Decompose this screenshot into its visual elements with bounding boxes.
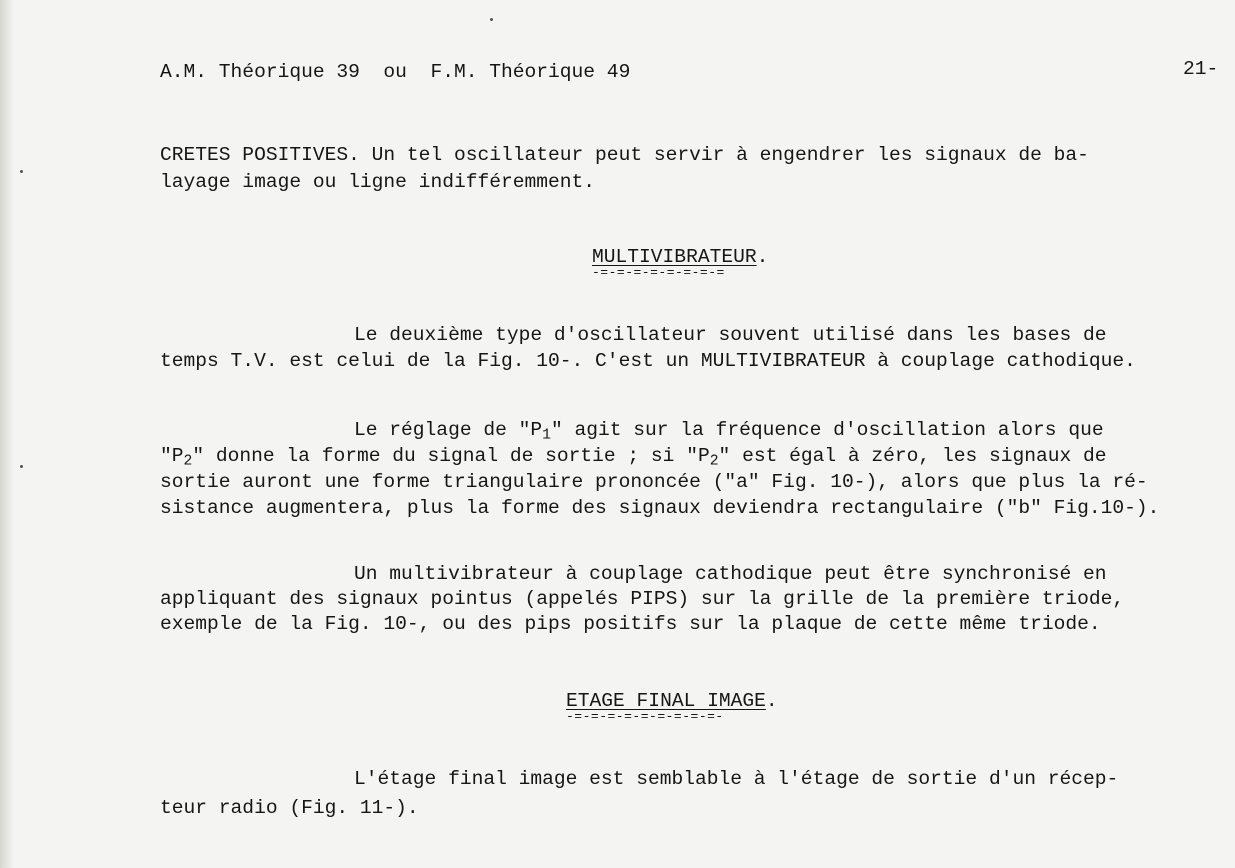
paragraph-line: sortie auront une forme triangulaire prononcée ("a" Fig. 10-), alors que plus la ré-	[160, 471, 1148, 493]
page-edge-shadow	[0, 0, 14, 868]
page-number: 21-	[1183, 58, 1219, 80]
paragraph-line: Un multivibrateur à couplage cathodique peut être synchronisé en	[354, 563, 1107, 585]
title-dash-underline: -=-=-=-=-=-=-=-=-=-	[566, 709, 724, 724]
paragraph-line: teur radio (Fig. 11-).	[160, 797, 419, 819]
paragraph-line: appliquant des signaux pointus (appelés PIPS) sur la grille de la première triode,	[160, 588, 1125, 610]
running-header: A.M. Théorique 39 ou F.M. Théorique 49	[160, 61, 631, 83]
paragraph-line: exemple de la Fig. 10-, ou des pips positifs sur la plaque de cette même triode.	[160, 613, 1101, 635]
paragraph-line: Le réglage de "$P_1$" agit sur la fréquence d'oscillation alors que	[354, 419, 1104, 444]
section-title-etage-final-image: ETAGE FINAL IMAGE.	[566, 690, 778, 712]
scan-speck	[20, 170, 23, 173]
paragraph-line: temps T.V. est celui de la Fig. 10-. C'est un MULTIVIBRATEUR à couplage cathodique.	[160, 350, 1136, 372]
paragraph-line: Le deuxième type d'oscillateur souvent utilisé dans les bases de	[354, 324, 1107, 346]
paragraph-line: layage image ou ligne indifféremment.	[160, 171, 596, 193]
title-dash-underline: -=-=-=-=-=-=-=-=	[592, 265, 725, 280]
paragraph-line: CRETES POSITIVES. Un tel oscillateur peut servir à engendrer les signaux de ba-	[160, 144, 1089, 166]
scan-speck	[490, 18, 493, 21]
paragraph-line: "$P_2$" donne la forme du signal de sortie ; si "$P_2$" est égal à zéro, les signaux de	[160, 445, 1107, 470]
section-title-multivibrateur: MULTIVIBRATEUR.	[592, 246, 769, 268]
scan-speck	[20, 465, 23, 468]
paragraph-line: L'étage final image est semblable à l'étage de sortie d'un récep-	[354, 768, 1119, 790]
paragraph-line: sistance augmentera, plus la forme des signaux deviendra rectangulaire ("b" Fig.10-).	[160, 497, 1160, 519]
